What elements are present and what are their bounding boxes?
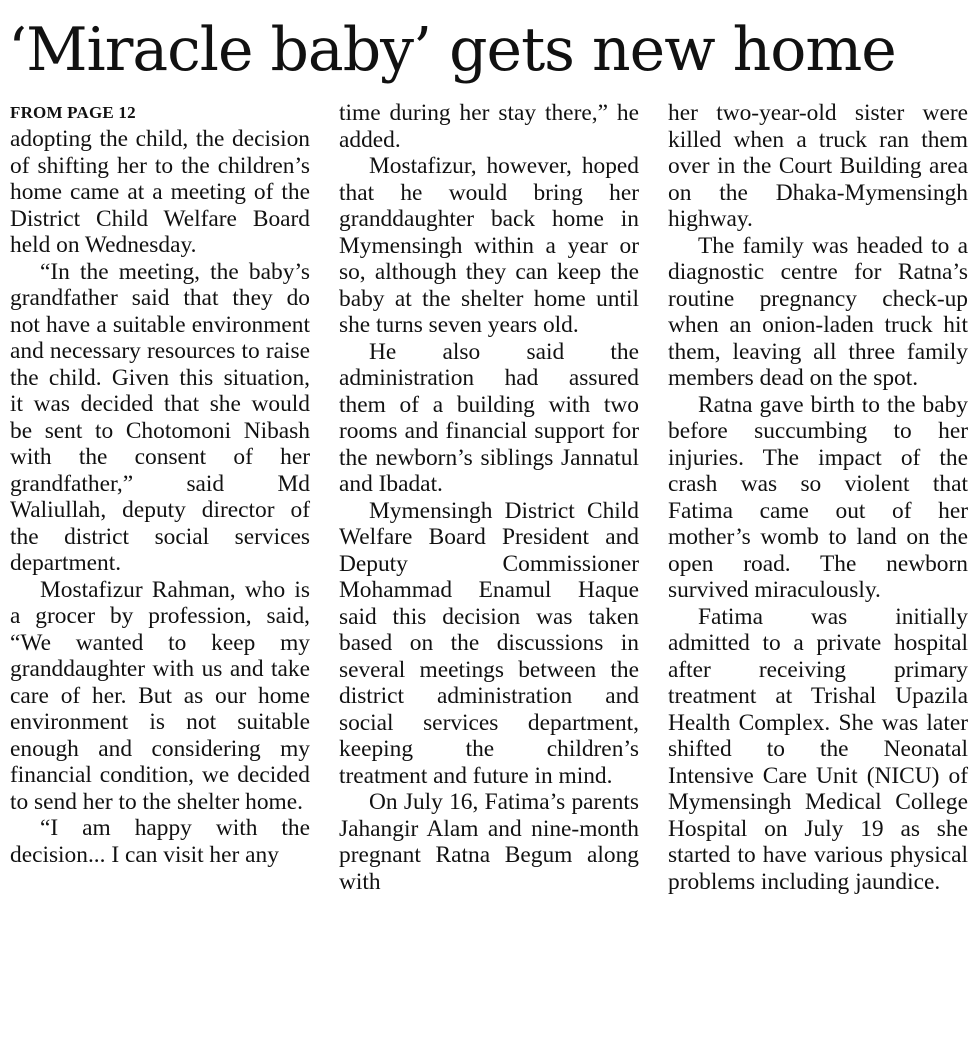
paragraph: Fatima was initially admitted to a private hospital after receiving primary treatment at Trishal Upazila Health Complex. She was later shifted to the Neonatal Intensive Care Unit (NICU) of Mymensingh Medical College Hospital on July 19 as she started to have various physical problems including jaundice. xyxy=(668,603,968,895)
article-column-3 xyxy=(668,100,968,895)
jump-line: FROM PAGE 12 xyxy=(10,103,136,122)
paragraph: Mostafizur Rahman, who is a grocer by profession, said, “We wanted to keep my granddaughter with us and take care of her. But as our home environment is not suitable enough and considering my financial condition, we decided to send her to the shelter home. xyxy=(10,576,310,815)
article-column-2 xyxy=(339,100,639,895)
paragraph: Mostafizur, however, hoped that he would bring her granddaughter back home in Mymensingh within a year or so, although they can keep the baby at the shelter home until she turns seven years old. xyxy=(339,153,639,338)
headline: ‘Miracle baby’ gets new home xyxy=(8,15,896,85)
paragraph: The family was headed to a diagnostic centre for Ratna’s routine pregnancy check-up when an onion-laden truck hit them, leaving all three family members dead on the spot. xyxy=(668,232,968,391)
paragraph: Mymensingh District Child Welfare Board President and Deputy Commissioner Mohammad Enamul Haque said this decision was taken based on the discussions in several meetings between the district administration and social services department, keeping the children’s treatment and future in mind. xyxy=(339,497,639,789)
paragraph: “I am happy with the decision... I can visit her any xyxy=(10,815,310,868)
paragraph: “In the meeting, the baby’s grandfather said that they do not have a suitable environment and necessary resources to raise the child. Given this situation, it was decided that she would be sent to Chotomoni Nibash with the consent of her grandfather,” said Md Waliullah, deputy director of the district social services department. xyxy=(10,258,310,576)
paragraph: On July 16, Fatima’s parents Jahangir Alam and nine-month pregnant Ratna Begum along with xyxy=(339,789,639,895)
paragraph: adopting the child, the decision of shifting her to the children’s home came at a meeting of the District Child Welfare Board held on Wednesday. xyxy=(10,126,310,258)
paragraph: He also said the administration had assured them of a building with two rooms and financial support for the newborn’s siblings Jannatul and Ibadat. xyxy=(339,338,639,497)
article-column-1 xyxy=(10,100,310,868)
paragraph: Ratna gave birth to the baby before succumbing to her injuries. The impact of the crash was so violent that Fatima came out of her mother’s womb to land on the open road. The newborn survived miraculously. xyxy=(668,391,968,603)
paragraph: her two-year-old sister were killed when a truck ran them over in the Court Building area on the Dhaka-Mymensingh highway. xyxy=(668,100,968,232)
paragraph: time during her stay there,” he added. xyxy=(339,100,639,153)
